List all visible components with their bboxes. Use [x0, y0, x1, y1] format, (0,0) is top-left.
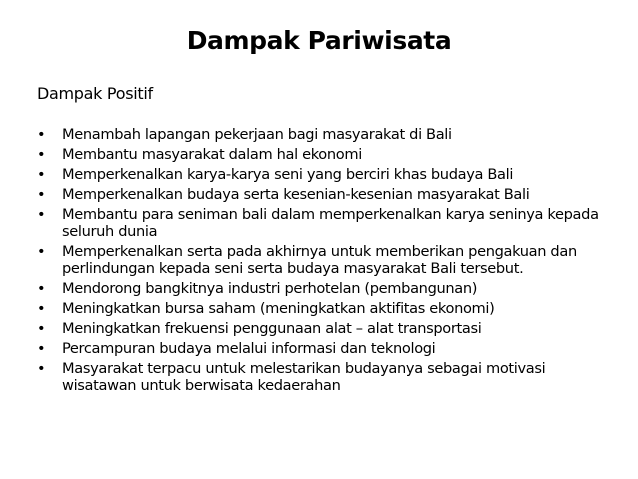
bullet-text: Memperkenalkan budaya serta kesenian-kesenian masyarakat Bali: [62, 186, 530, 203]
bullet-dot-icon: •: [37, 166, 46, 183]
bullet-text: Mendorong bangkitnya industri perhotelan (pembangunan): [62, 280, 478, 297]
bullet-dot-icon: •: [37, 360, 46, 377]
bullet-item: [37, 206, 617, 240]
bullet-text: Membantu para seniman bali dalam memperkenalkan karya seninya kepada seluruh dunia: [62, 206, 599, 240]
bullet-item: [37, 146, 617, 163]
bullet-dot-icon: •: [37, 186, 46, 203]
bullet-text: Membantu masyarakat dalam hal ekonomi: [62, 146, 362, 163]
slide-title: Dampak Pariwisata: [186, 26, 452, 55]
bullet-item: [37, 300, 617, 317]
bullet-item: [37, 340, 617, 357]
bullet-text: Masyarakat terpacu untuk melestarikan budayanya sebagai motivasi wisatawan untuk berwisata kedaerahan: [62, 360, 546, 394]
bullet-dot-icon: •: [37, 340, 46, 357]
section-subtitle: Dampak Positif: [37, 84, 153, 103]
bullet-dot-icon: •: [37, 146, 46, 163]
bullet-item: [37, 166, 617, 183]
bullet-item: [37, 280, 617, 297]
bullet-text: Menambah lapangan pekerjaan bagi masyarakat di Bali: [62, 126, 452, 143]
bullet-dot-icon: •: [37, 126, 46, 143]
bullet-text: Meningkatkan frekuensi penggunaan alat – alat transportasi: [62, 320, 482, 337]
bullet-item: [37, 126, 617, 143]
bullet-dot-icon: •: [37, 243, 46, 260]
bullet-text: Percampuran budaya melalui informasi dan teknologi: [62, 340, 436, 357]
bullet-dot-icon: •: [37, 300, 46, 317]
bullet-dot-icon: •: [37, 320, 46, 337]
bullet-text: Meningkatkan bursa saham (meningkatkan aktifitas ekonomi): [62, 300, 495, 317]
bullet-text: Memperkenalkan serta pada akhirnya untuk memberikan pengakuan dan perlindungan kepada seni serta budaya masyarakat Bali tersebut.: [62, 243, 577, 277]
bullet-item: [37, 243, 617, 277]
bullet-item: [37, 186, 617, 203]
bullet-dot-icon: •: [37, 280, 46, 297]
bullet-dot-icon: •: [37, 206, 46, 223]
bullet-item: [37, 360, 617, 394]
bullet-item: [37, 320, 617, 337]
bullet-text: Memperkenalkan karya-karya seni yang berciri khas budaya Bali: [62, 166, 514, 183]
bullet-list: [37, 126, 617, 397]
